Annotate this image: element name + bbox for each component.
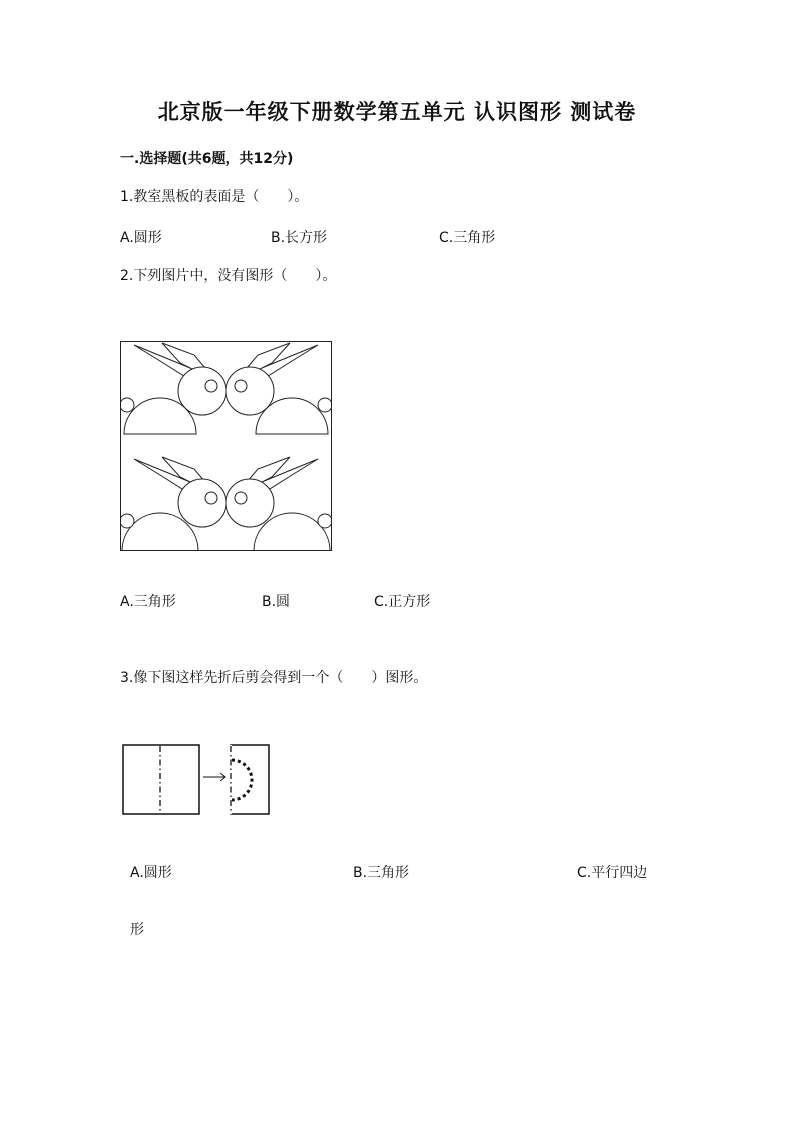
page-title: 北京版一年级下册数学第五单元 认识图形 测试卷 xyxy=(157,99,637,124)
q3-option-c-wrap: 形 xyxy=(130,922,144,938)
question-2-text: 2.下列图片中，没有图形（ ）。 xyxy=(120,268,337,284)
question-3-text: 3.像下图这样先折后剪会得到一个（ ）图形。 xyxy=(120,670,428,686)
q1-option-a[interactable]: A.圆形 xyxy=(120,230,162,246)
q2-option-c[interactable]: C.正方形 xyxy=(374,594,431,610)
q3-option-c[interactable]: C.平行四边 xyxy=(577,865,648,881)
q3-option-a[interactable]: A.圆形 xyxy=(130,865,172,881)
q2-option-a[interactable]: A.三角形 xyxy=(120,594,176,610)
rabbits-figure xyxy=(120,341,332,551)
question-1-text: 1.教室黑板的表面是（ ）。 xyxy=(120,189,309,205)
q2-option-b[interactable]: B.圆 xyxy=(262,594,291,610)
section-heading: 一.选择题(共6题，共12分) xyxy=(120,151,294,167)
q1-option-b[interactable]: B.长方形 xyxy=(271,230,328,246)
q1-option-c[interactable]: C.三角形 xyxy=(439,230,496,246)
fold-cut-figure xyxy=(122,744,272,816)
q3-option-b[interactable]: B.三角形 xyxy=(353,865,410,881)
